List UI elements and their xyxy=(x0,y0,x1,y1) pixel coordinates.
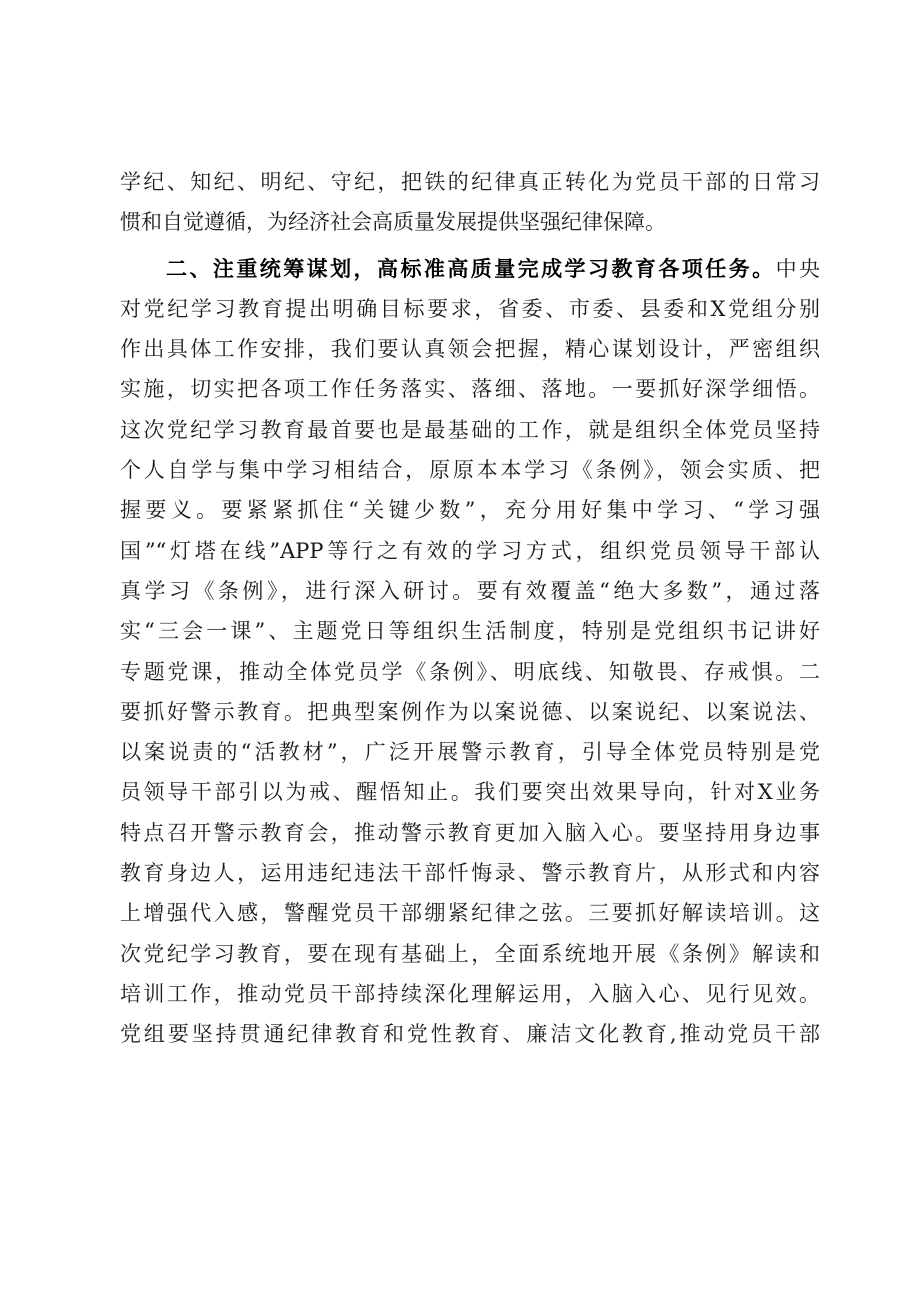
text-line: 特点召开警示教育会，推动警示教育更加入脑入心。要坚持用身边事 xyxy=(120,820,820,845)
text-line: 要抓好警示教育。把典型案例作为以案说德、以案说纪、以案说法、 xyxy=(120,699,820,724)
text-line: 作出具体工作安排，我们要认真领会把握，精心谋划设计，严密组织 xyxy=(120,337,820,362)
paragraph-section-two xyxy=(120,249,820,1055)
text-line: 真学习《条例》，进行深入研讨。要有效覆盖“绝大多数”，通过落 xyxy=(120,578,820,603)
text-line: 员领导干部引以为戒、醒悟知止。我们要突出效果导向，针对X业务 xyxy=(120,780,820,805)
text-line: 以案说责的“活教材”，广泛开展警示教育，引导全体党员特别是党 xyxy=(120,740,820,765)
text-line: 次党纪学习教育，要在现有基础上，全面系统地开展《条例》解读和 xyxy=(120,941,820,966)
text-line: 党组要坚持贯通纪律教育和党性教育、廉洁文化教育,推动党员干部 xyxy=(120,1022,820,1047)
section-heading: 二、注重统筹谋划，高标准高质量完成学习教育各项任务。 xyxy=(166,256,776,281)
text-line: 专题党课，推动全体党员学《条例》、明底线、知敬畏、存戒惧。二 xyxy=(120,659,820,684)
text-line: 实“三会一课”、主题党日等组织生活制度，特别是党组织书记讲好 xyxy=(120,619,820,644)
text-line-with-heading xyxy=(120,249,820,289)
text-line: 对党纪学习教育提出明确目标要求，省委、市委、县委和X党组分别 xyxy=(120,296,820,321)
text-line: 上增强代入感，警醒党员干部绷紧纪律之弦。三要抓好解读培训。这 xyxy=(120,901,820,926)
text-line: 惯和自觉遵循，为经济社会高质量发展提供坚强纪律保障。 xyxy=(120,210,666,235)
text-line: 握要义。要紧紧抓住“关键少数”，充分用好集中学习、“学习强 xyxy=(120,498,820,523)
text-line: 教育身边人，运用违纪违法干部忏悔录、警示教育片，从形式和内容 xyxy=(120,861,820,886)
text-line: 国”“灯塔在线”APP等行之有效的学习方式，组织党员领导干部认 xyxy=(120,538,820,563)
paragraph-continuation xyxy=(120,162,820,243)
text-line: 学纪、知纪、明纪、守纪，把铁的纪律真正转化为党员干部的日常习 xyxy=(120,170,820,194)
text-line: 这次党纪学习教育最首要也是最基础的工作，就是组织全体党员坚持 xyxy=(120,417,820,442)
text-line: 培训工作，推动党员干部持续深化理解运用，入脑入心、见行见效。 xyxy=(120,981,820,1006)
heading-line-rest: 中央 xyxy=(775,256,821,281)
text-line: 个人自学与集中学习相结合，原原本本学习《条例》，领会实质、把 xyxy=(120,458,820,483)
document-body xyxy=(120,162,820,1055)
text-line: 实施，切实把各项工作任务落实、落细、落地。一要抓好深学细悟。 xyxy=(120,377,820,402)
